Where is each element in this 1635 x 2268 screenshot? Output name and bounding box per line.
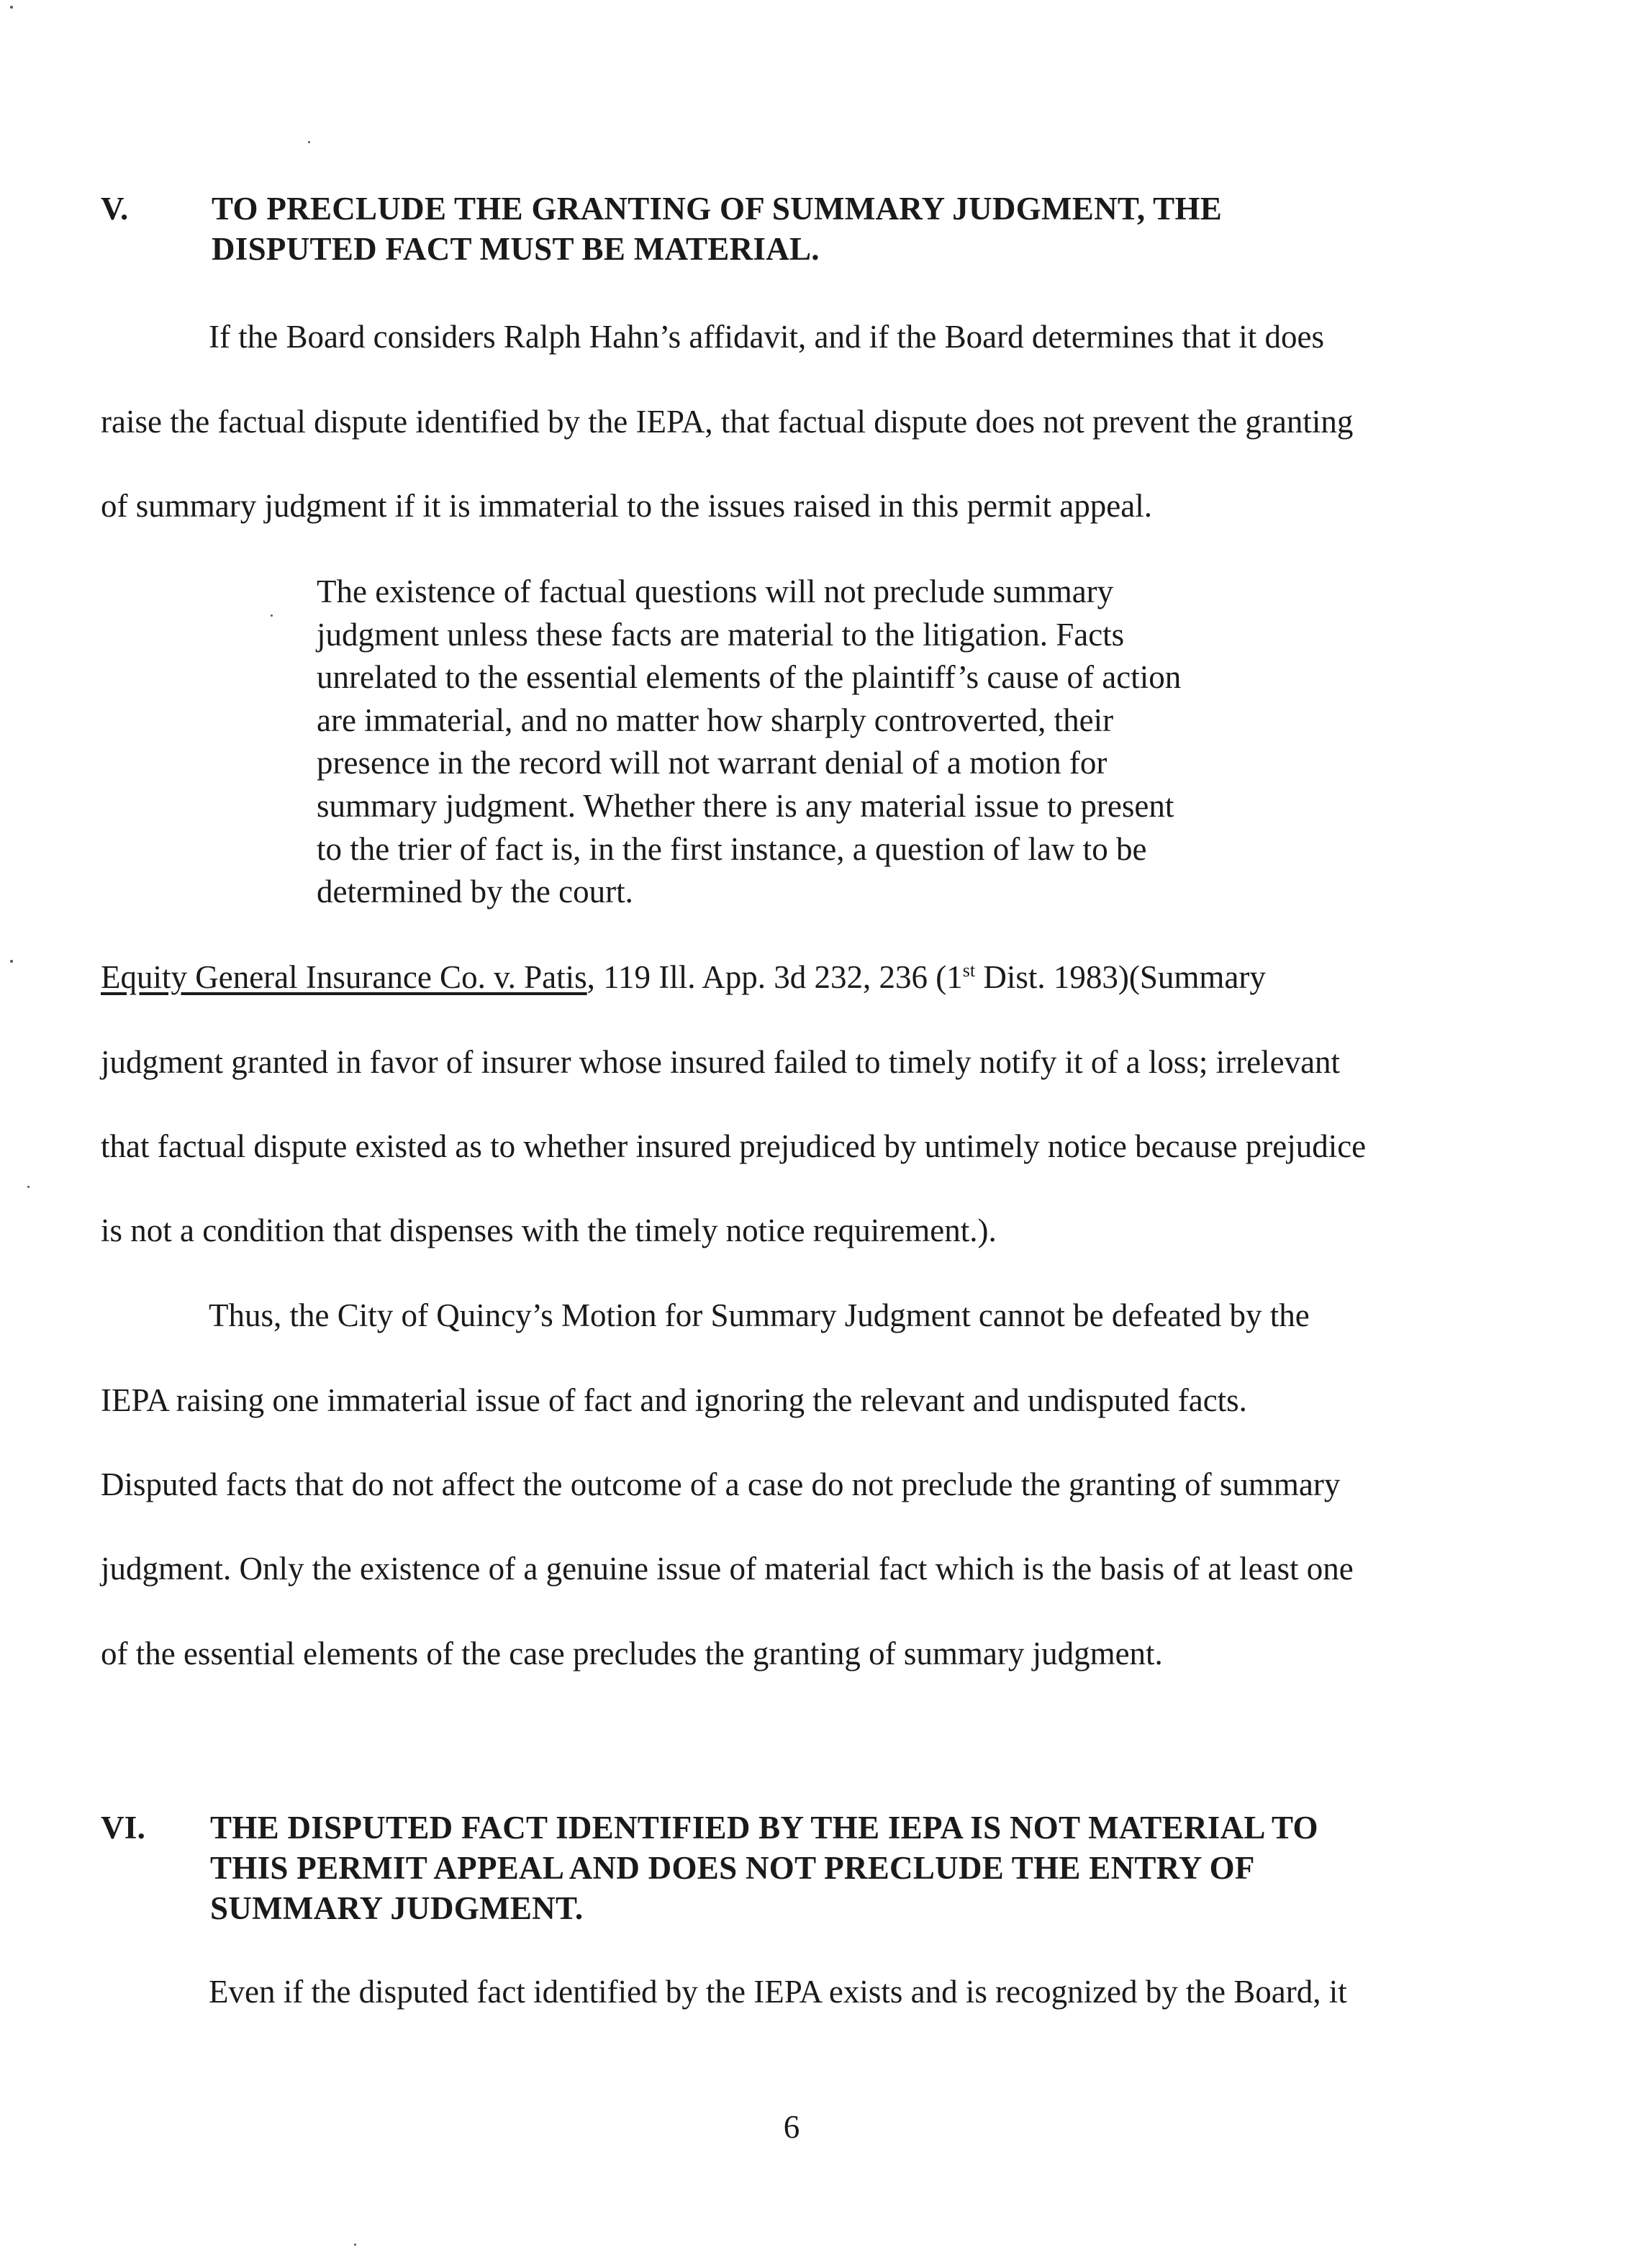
section-number: VI. (101, 1810, 146, 1846)
page-number: 6 (783, 2109, 800, 2145)
scan-speck (27, 1186, 30, 1188)
paragraph-line: If the Board considers Ralph Hahn’s affidavit, and if the Board determines that it does (209, 319, 1325, 355)
heading-line: THE DISPUTED FACT IDENTIFIED BY THE IEPA IS NOT MATERIAL TO (210, 1810, 1318, 1846)
quote-line: The existence of factual questions will not preclude summary (317, 573, 1114, 609)
citation-court: Dist. 1983)(Summary (975, 959, 1266, 995)
heading-line: THIS PERMIT APPEAL AND DOES NOT PRECLUDE THE ENTRY OF (210, 1850, 1255, 1886)
case-name: Equity General Insurance Co. v. Patis (101, 959, 587, 995)
paragraph-line: of summary judgment if it is immaterial to the issues raised in this permit appeal. (101, 488, 1152, 524)
scan-speck (271, 614, 273, 617)
section-title (210, 1807, 1505, 1928)
paragraph-line: raise the factual dispute identified by the IEPA, that factual dispute does not prevent the granting (101, 404, 1354, 440)
citation-reporter: , 119 Ill. App. 3d 232, 236 (1 (586, 959, 963, 995)
heading-line: TO PRECLUDE THE GRANTING OF SUMMARY JUDGMENT, THE (212, 191, 1223, 227)
quote-line: are immaterial, and no matter how sharply controverted, their (317, 702, 1114, 738)
block-quote (317, 571, 1310, 914)
scan-speck (10, 6, 13, 9)
heading-line: DISPUTED FACT MUST BE MATERIAL. (212, 231, 820, 267)
paragraph-line: judgment. Only the existence of a genuine issue of material fact which is the basis of at least one (101, 1551, 1354, 1587)
heading-line: SUMMARY JUDGMENT. (210, 1890, 584, 1926)
quote-line: presence in the record will not warrant denial of a motion for (317, 745, 1108, 781)
paragraph-line: Disputed facts that do not affect the outcome of a case do not preclude the granting of summary (101, 1466, 1341, 1502)
scan-speck (10, 960, 13, 963)
quote-line: judgment unless these facts are material to the litigation. Facts (317, 616, 1125, 653)
citation-line: judgment granted in favor of insurer whose insured failed to timely notify it of a loss; irrelevant (101, 1044, 1341, 1080)
ordinal-superscript: st (962, 960, 976, 981)
scan-speck (354, 2244, 356, 2246)
section-title (212, 189, 1507, 269)
paragraph-line: Thus, the City of Quincy’s Motion for Summary Judgment cannot be defeated by the (209, 1297, 1310, 1333)
quote-line: summary judgment. Whether there is any material issue to present (317, 787, 1174, 824)
section-number: V. (101, 191, 129, 227)
quote-line: to the trier of fact is, in the first instance, a question of law to be (317, 830, 1147, 867)
paragraph-line: IEPA raising one immaterial issue of fact and ignoring the relevant and undisputed facts. (101, 1382, 1247, 1418)
quote-line: unrelated to the essential elements of the plaintiff’s cause of action (317, 659, 1182, 696)
citation-line: is not a condition that dispenses with the timely notice requirement.). (101, 1212, 997, 1248)
paragraph-line: Even if the disputed fact identified by the IEPA exists and is recognized by the Board, it (209, 1974, 1347, 2010)
paragraph-line: of the essential elements of the case precludes the granting of summary judgment. (101, 1636, 1163, 1671)
quote-line: determined by the court. (317, 874, 633, 910)
citation-line (101, 957, 1266, 997)
citation-line: that factual dispute existed as to whether insured prejudiced by untimely notice because prejudice (101, 1128, 1367, 1164)
scan-speck (308, 141, 310, 143)
